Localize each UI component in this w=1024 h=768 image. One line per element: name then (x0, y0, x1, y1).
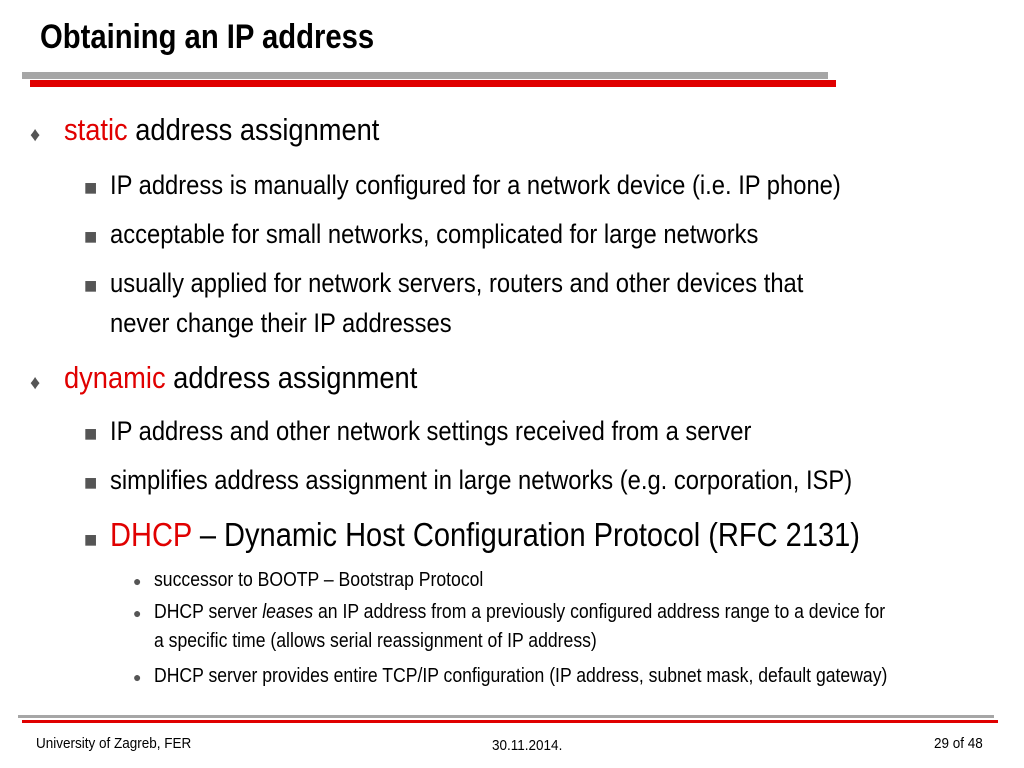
diamond-bullet-icon: ♦ (30, 372, 41, 394)
dynamic-rest: address assignment (165, 360, 418, 395)
square-bullet-icon: ■ (84, 527, 98, 552)
square-bullet-icon: ■ (84, 421, 98, 446)
dhcp-sub-1: successor to BOOTP – Bootstrap Protocol (154, 569, 484, 591)
square-bullet-icon: ■ (84, 273, 98, 298)
diamond-bullet-icon: ♦ (30, 124, 41, 146)
dot-bullet-icon: ● (133, 605, 142, 621)
static-sub-2: acceptable for small networks, complicated for large networks (110, 219, 759, 249)
dot-bullet-icon: ● (133, 669, 142, 685)
dhcp-sub-2-cont: a specific time (allows serial reassignment of IP address) (154, 630, 597, 652)
dhcp-sub-2-pre: DHCP server (154, 601, 263, 623)
footer-institution: University of Zagreb, FER (36, 735, 192, 752)
static-sub-1: IP address is manually configured for a network device (i.e. IP phone) (110, 170, 841, 200)
dhcp-sub-2 (154, 598, 885, 627)
footer-page-number: 29 of 48 (934, 735, 983, 752)
dhcp-sub-3: DHCP server provides entire TCP/IP configuration (IP address, subnet mask, default gateway) (154, 665, 888, 687)
static-sub-3-cont: never change their IP addresses (110, 308, 452, 338)
footer-date: 30.11.2014. (492, 737, 563, 754)
dhcp-sub-2-leases: leases (262, 601, 314, 623)
dot-bullet-icon: ● (133, 573, 142, 589)
square-bullet-icon: ■ (84, 175, 98, 200)
dynamic-sub-1: IP address and other network settings received from a server (110, 416, 752, 446)
static-keyword: static (64, 112, 128, 147)
static-rest: address assignment (127, 112, 380, 147)
dhcp-sub-2-post: an IP address from a previously configured address range to a device for (313, 601, 886, 623)
square-bullet-icon: ■ (84, 224, 98, 249)
dhcp-keyword: DHCP (110, 516, 192, 553)
dynamic-keyword: dynamic (64, 360, 166, 395)
slide-title: Obtaining an IP address (40, 18, 375, 56)
footer-rule-gray (18, 715, 994, 718)
bullet-dynamic-heading (64, 360, 417, 396)
dhcp-heading (110, 516, 860, 554)
static-sub-3: usually applied for network servers, routers and other devices that (110, 268, 804, 298)
footer-rule-red (22, 720, 998, 723)
square-bullet-icon: ■ (84, 470, 98, 495)
dynamic-sub-2: simplifies address assignment in large networks (e.g. corporation, ISP) (110, 465, 853, 495)
dhcp-rest: – Dynamic Host Configuration Protocol (RFC 2131) (191, 516, 860, 553)
bullet-static-heading (64, 112, 379, 148)
